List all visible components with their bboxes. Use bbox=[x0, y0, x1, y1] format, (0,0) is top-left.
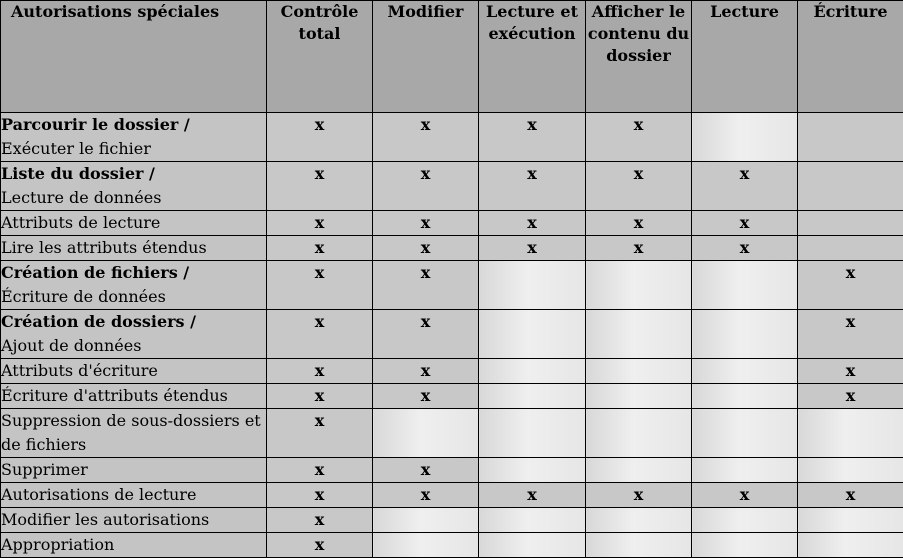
permission-label-primary: Liste du dossier / bbox=[1, 164, 155, 183]
table-row bbox=[1, 458, 903, 483]
permission-cell: x bbox=[373, 483, 479, 508]
permission-cell bbox=[692, 458, 798, 483]
permission-cell: x bbox=[267, 211, 373, 236]
permission-cell bbox=[586, 458, 692, 483]
permission-cell: x bbox=[267, 359, 373, 384]
permission-cell bbox=[692, 310, 798, 359]
permission-cell bbox=[692, 384, 798, 409]
permission-cell bbox=[586, 261, 692, 310]
permission-cell bbox=[798, 236, 903, 261]
permission-cell: x bbox=[267, 310, 373, 359]
permission-label bbox=[1, 310, 267, 359]
permission-label-text: Exécuter le fichier bbox=[1, 139, 151, 158]
permission-cell: x bbox=[798, 384, 903, 409]
permission-cell: x bbox=[692, 162, 798, 211]
permission-label bbox=[1, 458, 267, 483]
permission-label-text: Attributs d'écriture bbox=[1, 361, 158, 380]
permission-cell bbox=[373, 533, 479, 558]
permission-cell bbox=[798, 113, 903, 162]
permission-cell: x bbox=[267, 261, 373, 310]
permission-cell: x bbox=[373, 310, 479, 359]
permission-cell: x bbox=[267, 384, 373, 409]
permission-cell: x bbox=[479, 236, 586, 261]
permission-cell bbox=[798, 533, 903, 558]
permission-cell: x bbox=[267, 483, 373, 508]
permission-cell: x bbox=[373, 113, 479, 162]
header-row bbox=[1, 1, 903, 113]
permission-cell bbox=[479, 533, 586, 558]
table-row bbox=[1, 310, 903, 359]
permission-cell: x bbox=[267, 162, 373, 211]
permission-cell bbox=[692, 508, 798, 533]
permission-cell bbox=[479, 508, 586, 533]
permission-label bbox=[1, 483, 267, 508]
permission-cell bbox=[692, 533, 798, 558]
permission-label-text: Lecture de données bbox=[1, 188, 162, 207]
permission-label-text: Appropriation bbox=[1, 535, 115, 554]
permission-cell bbox=[798, 211, 903, 236]
permission-label-text: Écriture d'attributs étendus bbox=[1, 386, 228, 405]
permission-cell: x bbox=[373, 261, 479, 310]
permission-cell bbox=[692, 261, 798, 310]
permission-cell: x bbox=[586, 236, 692, 261]
permission-cell bbox=[586, 409, 692, 458]
permission-cell: x bbox=[267, 533, 373, 558]
permission-label-text: Modifier les autorisations bbox=[1, 510, 210, 529]
permission-cell: x bbox=[267, 113, 373, 162]
permission-cell: x bbox=[267, 458, 373, 483]
column-header: Lecture bbox=[692, 1, 798, 113]
permission-cell: x bbox=[373, 384, 479, 409]
permission-label bbox=[1, 261, 267, 310]
permission-cell: x bbox=[692, 236, 798, 261]
permission-cell: x bbox=[586, 113, 692, 162]
permission-cell bbox=[586, 310, 692, 359]
permission-cell bbox=[798, 162, 903, 211]
table-row bbox=[1, 508, 903, 533]
column-header: Afficher le contenu du dossier bbox=[586, 1, 692, 113]
permission-label-text: Autorisations de lecture bbox=[1, 485, 197, 504]
table-body bbox=[1, 113, 903, 558]
permission-cell bbox=[586, 508, 692, 533]
permission-cell: x bbox=[373, 162, 479, 211]
permission-label bbox=[1, 211, 267, 236]
permission-cell: x bbox=[798, 310, 903, 359]
table-row bbox=[1, 236, 903, 261]
permission-cell bbox=[373, 409, 479, 458]
column-header: Lecture et exécution bbox=[479, 1, 586, 113]
table-row bbox=[1, 533, 903, 558]
permission-cell bbox=[798, 458, 903, 483]
permission-cell: x bbox=[479, 162, 586, 211]
permission-label-text: Lire les attributs étendus bbox=[1, 238, 207, 257]
permission-cell bbox=[692, 409, 798, 458]
permission-cell: x bbox=[692, 483, 798, 508]
table-row bbox=[1, 261, 903, 310]
table-row bbox=[1, 359, 903, 384]
permission-label bbox=[1, 236, 267, 261]
permission-cell bbox=[586, 533, 692, 558]
permission-cell: x bbox=[586, 483, 692, 508]
permission-cell bbox=[798, 508, 903, 533]
permission-label-text: Attributs de lecture bbox=[1, 213, 161, 232]
permission-cell: x bbox=[586, 211, 692, 236]
table-row bbox=[1, 483, 903, 508]
permission-cell: x bbox=[373, 458, 479, 483]
permission-label bbox=[1, 533, 267, 558]
permission-cell bbox=[479, 384, 586, 409]
permission-cell bbox=[479, 261, 586, 310]
permission-label-text: Écriture de données bbox=[1, 287, 166, 306]
permission-cell bbox=[692, 113, 798, 162]
permission-cell: x bbox=[373, 236, 479, 261]
permission-cell: x bbox=[267, 409, 373, 458]
column-header: Autorisations spéciales bbox=[1, 1, 267, 113]
permission-cell bbox=[586, 359, 692, 384]
permission-label-text: Supprimer bbox=[1, 460, 88, 479]
permission-cell bbox=[373, 508, 479, 533]
permission-cell bbox=[586, 384, 692, 409]
permission-cell: x bbox=[798, 261, 903, 310]
permission-cell: x bbox=[479, 211, 586, 236]
column-header: Écriture bbox=[798, 1, 903, 113]
permission-cell bbox=[798, 409, 903, 458]
column-header: Contrôle total bbox=[267, 1, 373, 113]
permission-cell: x bbox=[479, 483, 586, 508]
permission-label bbox=[1, 384, 267, 409]
permission-cell bbox=[479, 409, 586, 458]
permission-cell: x bbox=[798, 483, 903, 508]
permission-cell bbox=[479, 359, 586, 384]
permission-label bbox=[1, 508, 267, 533]
permission-label bbox=[1, 359, 267, 384]
column-header: Modifier bbox=[373, 1, 479, 113]
permission-label bbox=[1, 113, 267, 162]
permission-cell bbox=[479, 310, 586, 359]
permission-cell bbox=[692, 359, 798, 384]
permission-cell: x bbox=[373, 359, 479, 384]
permission-cell: x bbox=[586, 162, 692, 211]
table-row bbox=[1, 384, 903, 409]
table-row bbox=[1, 162, 903, 211]
table-row bbox=[1, 409, 903, 458]
permission-label-primary: Création de dossiers / bbox=[1, 312, 196, 331]
permission-cell: x bbox=[373, 211, 479, 236]
permission-cell: x bbox=[479, 113, 586, 162]
permission-label-primary: Création de fichiers / bbox=[1, 263, 190, 282]
permission-label-text: Suppression de sous-dossiers et de fichiers bbox=[1, 411, 261, 454]
permission-label bbox=[1, 162, 267, 211]
permission-cell: x bbox=[798, 359, 903, 384]
table-row bbox=[1, 113, 903, 162]
table-row bbox=[1, 211, 903, 236]
permission-label bbox=[1, 409, 267, 458]
permission-cell: x bbox=[267, 508, 373, 533]
permission-cell: x bbox=[267, 236, 373, 261]
permission-cell: x bbox=[692, 211, 798, 236]
permission-cell bbox=[479, 458, 586, 483]
permission-label-primary: Parcourir le dossier / bbox=[1, 115, 190, 134]
permission-label-text: Ajout de données bbox=[1, 336, 142, 355]
